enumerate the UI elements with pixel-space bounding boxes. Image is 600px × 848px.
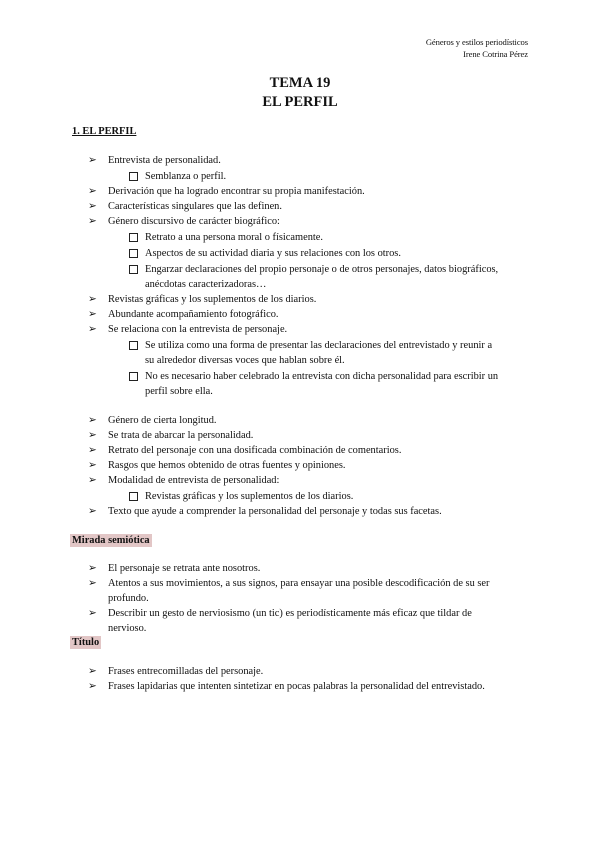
- arrow-bullet-icon: ➢: [88, 324, 97, 335]
- arrow-bullet-icon: ➢: [88, 460, 97, 471]
- arrow-bullet-icon: ➢: [88, 294, 97, 305]
- title-topic-name: EL PERFIL: [262, 94, 338, 110]
- list-item: Retrato a una persona moral o físicamente.: [145, 231, 323, 244]
- document-title: [0, 74, 600, 112]
- list-item: ➢ Derivación que ha logrado encontrar su propia manifestación.: [88, 186, 365, 197]
- list-item: Aspectos de su actividad diaria y sus relaciones con los otros.: [145, 247, 401, 260]
- list-item: Semblanza o perfil.: [145, 170, 226, 183]
- list-item: ➢ Rasgos que hemos obtenido de otras fuentes y opiniones.: [88, 460, 346, 471]
- arrow-bullet-icon: ➢: [88, 506, 97, 517]
- arrow-bullet-icon: ➢: [88, 201, 97, 212]
- header-course: Géneros y estilos periodísticos: [425, 37, 528, 47]
- list-item: Revistas gráficas y los suplementos de los diarios.: [145, 490, 353, 503]
- arrow-bullet-icon: ➢: [88, 155, 97, 166]
- document-header: [426, 36, 528, 60]
- arrow-bullet-icon: ➢: [88, 563, 97, 574]
- list-item: ➢ Características singulares que las definen.: [88, 201, 282, 212]
- list-item: ➢ Describir un gesto de nerviosismo (un tic) es periodísticamente más eficaz que tildar de: [88, 608, 472, 619]
- arrow-bullet-icon: ➢: [88, 309, 97, 320]
- checkbox-bullet-icon: [129, 172, 138, 181]
- checkbox-bullet-icon: [129, 492, 138, 501]
- arrow-bullet-icon: ➢: [88, 681, 97, 692]
- list-item-continuation: anécdotas caracterizadoras…: [145, 279, 267, 290]
- arrow-bullet-icon: ➢: [88, 475, 97, 486]
- list-item: Se utiliza como una forma de presentar las declaraciones del entrevistado y reunir a: [145, 339, 492, 352]
- list-item: ➢ Retrato del personaje con una dosificada combinación de comentarios.: [88, 445, 402, 456]
- list-item: ➢ Se trata de abarcar la personalidad.: [88, 430, 254, 441]
- section-heading-titulo: Título: [72, 637, 100, 648]
- arrow-bullet-icon: ➢: [88, 216, 97, 227]
- list-item-continuation: nervioso.: [108, 623, 147, 634]
- list-item: ➢ Entrevista de personalidad.: [88, 155, 221, 166]
- list-item: ➢ Texto que ayude a comprender la personalidad del personaje y todas sus facetas.: [88, 506, 442, 517]
- title-topic-number: TEMA 19: [269, 75, 331, 91]
- arrow-bullet-icon: ➢: [88, 445, 97, 456]
- checkbox-bullet-icon: [129, 372, 138, 381]
- arrow-bullet-icon: ➢: [88, 578, 97, 589]
- section-heading-mirada-semiotica: Mirada semiótica: [72, 535, 150, 546]
- checkbox-bullet-icon: [129, 341, 138, 350]
- list-item: ➢ Atentos a sus movimientos, a sus signos, para ensayar una posible descodificación de su ser: [88, 578, 490, 589]
- list-item: ➢ El personaje se retrata ante nosotros.: [88, 563, 261, 574]
- list-item-continuation: perfil sobre ella.: [145, 386, 213, 397]
- list-item: Engarzar declaraciones del propio personaje o de otros personajes, datos biográficos,: [145, 263, 498, 276]
- section-heading-perfil: 1. EL PERFIL: [72, 126, 137, 137]
- list-item: ➢ Género discursivo de carácter biográfico:: [88, 216, 280, 227]
- list-item-continuation: profundo.: [108, 593, 149, 604]
- checkbox-bullet-icon: [129, 233, 138, 242]
- arrow-bullet-icon: ➢: [88, 608, 97, 619]
- arrow-bullet-icon: ➢: [88, 430, 97, 441]
- header-author: Irene Cotrina Pérez: [463, 49, 528, 59]
- list-item-continuation: su alrededor diversas voces que hablan sobre él.: [145, 355, 345, 366]
- list-item: ➢ Se relaciona con la entrevista de personaje.: [88, 324, 288, 335]
- arrow-bullet-icon: ➢: [88, 415, 97, 426]
- list-item: ➢ Frases entrecomilladas del personaje.: [88, 666, 264, 677]
- list-item: No es necesario haber celebrado la entrevista con dicha personalidad para escribir un: [145, 370, 498, 383]
- list-item: ➢ Revistas gráficas y los suplementos de los diarios.: [88, 294, 317, 305]
- list-item: ➢ Abundante acompañamiento fotográfico.: [88, 309, 279, 320]
- arrow-bullet-icon: ➢: [88, 666, 97, 677]
- checkbox-bullet-icon: [129, 249, 138, 258]
- arrow-bullet-icon: ➢: [88, 186, 97, 197]
- list-item: ➢ Frases lapidarias que intenten sintetizar en pocas palabras la personalidad del entrevistado.: [88, 681, 485, 692]
- list-item: ➢ Modalidad de entrevista de personalidad:: [88, 475, 280, 486]
- list-item: ➢ Género de cierta longitud.: [88, 415, 217, 426]
- checkbox-bullet-icon: [129, 265, 138, 274]
